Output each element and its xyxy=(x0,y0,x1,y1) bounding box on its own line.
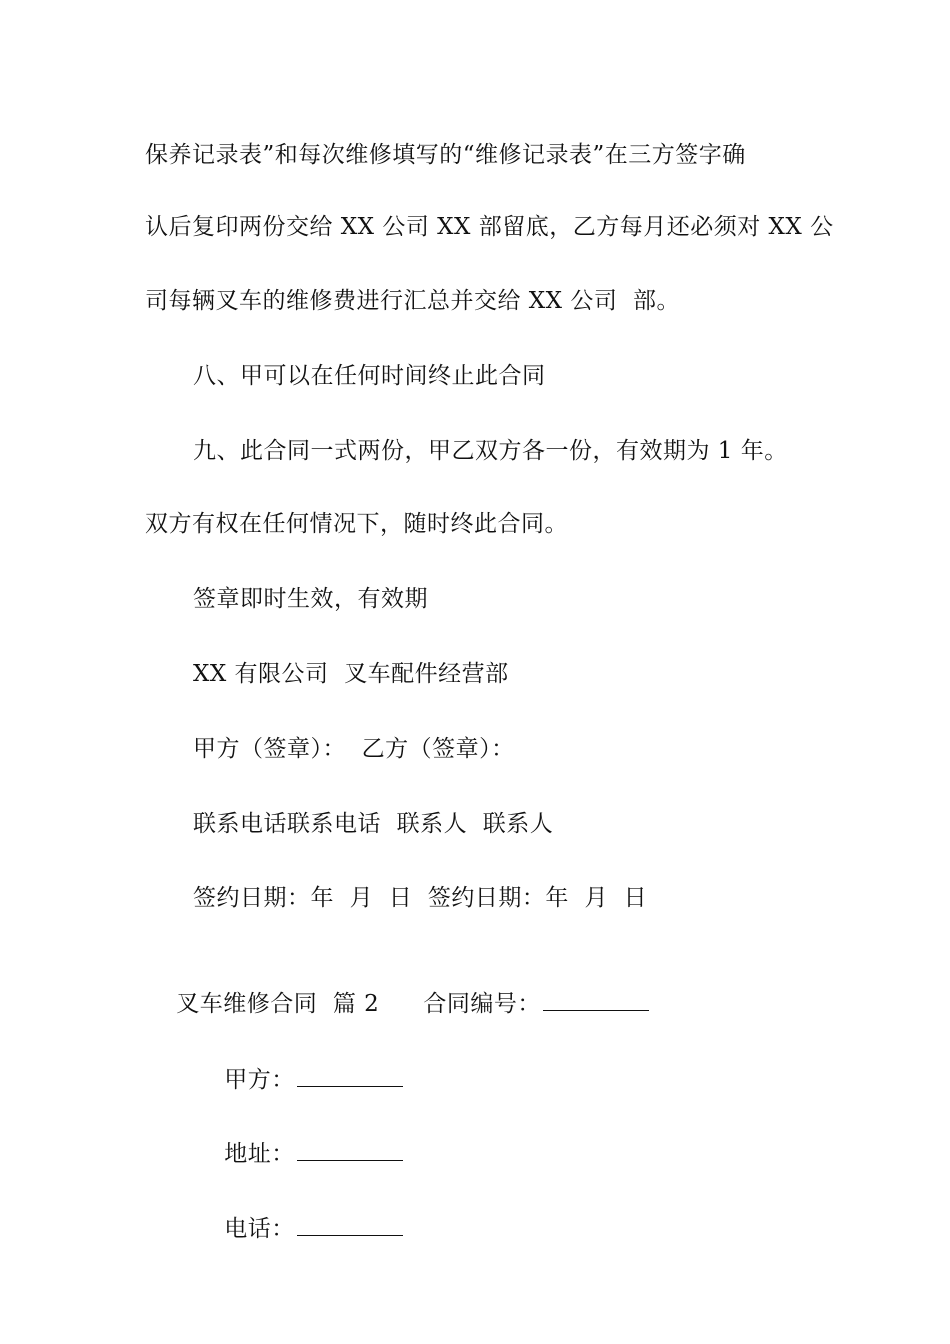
party-a-label: 甲方： xyxy=(224,1067,295,1093)
paragraph-line: 保养记录表”和每次维修填写的“维修记录表”在三方签字确 xyxy=(145,142,746,168)
contact-line: 联系电话联系电话 联系人 联系人 xyxy=(193,811,554,837)
phone-blank xyxy=(297,1213,403,1236)
phone-field xyxy=(193,1183,403,1274)
company-names: XX 有限公司 叉车配件经营部 xyxy=(193,661,509,687)
clause-9-line: 九、此合同一式两份，甲乙双方各一份，有效期为 1 年。 xyxy=(193,438,788,464)
clause-8: 八、甲可以在任何时间终止此合同 xyxy=(193,363,546,389)
phone-label: 电话： xyxy=(224,1216,295,1242)
contract-number-blank xyxy=(543,988,649,1011)
clause-9-line: 双方有权在任何情况下，随时终此合同。 xyxy=(145,511,568,537)
signature-line: 甲方（签章）： 乙方（签章）： xyxy=(193,736,515,762)
paragraph-line: 司每辆叉车的维修费进行汇总并交给 XX 公司 部。 xyxy=(145,288,680,314)
contract-2-title: 叉车维修合同 篇 2 xyxy=(176,991,380,1017)
contract-number-label: 合同编号： xyxy=(423,991,541,1017)
paragraph-line: 认后复印两份交给 XX 公司 XX 部留底，乙方每月还必须对 XX 公 xyxy=(145,214,834,240)
effective-clause: 签章即时生效，有效期 xyxy=(193,586,428,612)
date-line: 签约日期：年 月 日 签约日期：年 月 日 xyxy=(193,885,648,911)
party-a-blank xyxy=(297,1064,403,1087)
address-label: 地址： xyxy=(224,1141,295,1167)
address-blank xyxy=(297,1138,403,1161)
